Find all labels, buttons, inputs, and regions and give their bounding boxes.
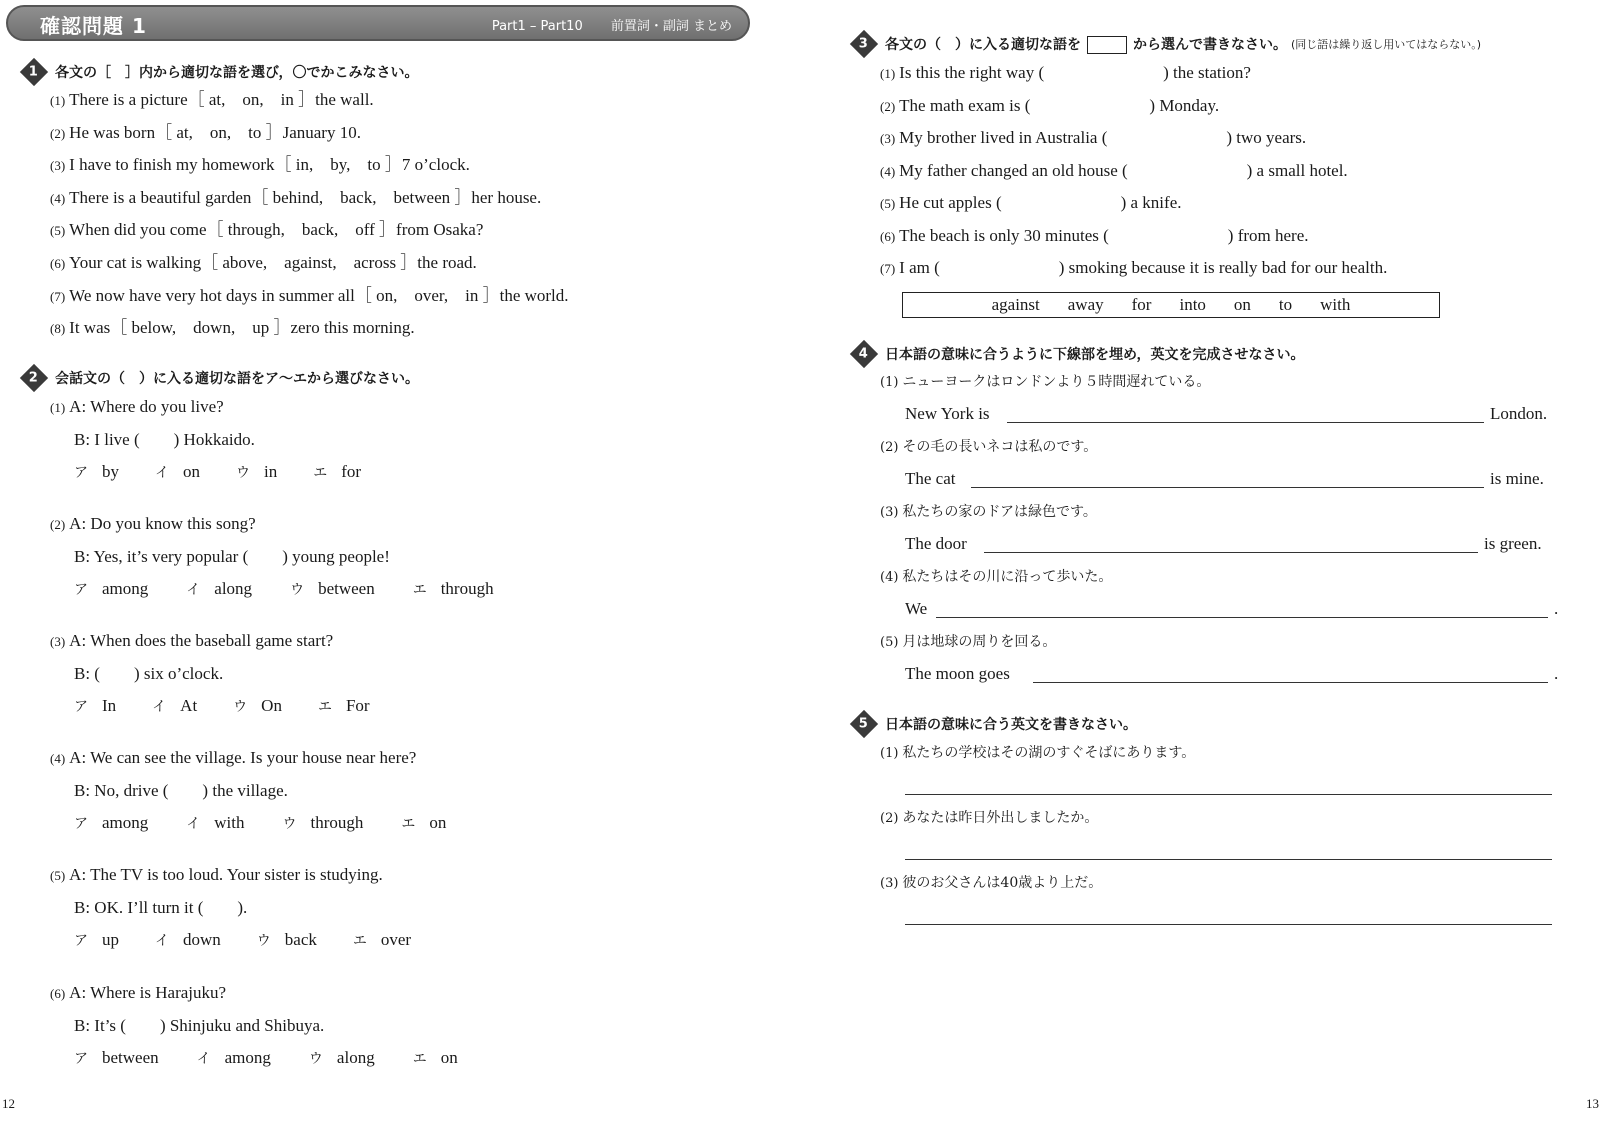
item-number: (6) bbox=[50, 256, 66, 271]
item-number: (4) bbox=[50, 190, 66, 206]
japanese-prompt bbox=[880, 742, 1195, 765]
item-number: (4) bbox=[50, 751, 66, 766]
header-title: 確認問題 1 bbox=[40, 14, 147, 38]
choice-kana: ウ bbox=[290, 582, 305, 598]
choice-word: over bbox=[380, 930, 412, 949]
item-number: (2) bbox=[880, 98, 896, 114]
section-3-heading bbox=[854, 34, 1481, 54]
choice-kana: エ bbox=[412, 582, 427, 598]
choice-kana: エ bbox=[317, 699, 332, 715]
choice-option[interactable] bbox=[401, 812, 446, 835]
left-page bbox=[0, 0, 790, 1130]
question-text: I am ( ) smoking because it is really bad for our health. bbox=[899, 258, 1388, 277]
section-number-badge: 3 bbox=[850, 30, 878, 58]
choice-option[interactable] bbox=[318, 695, 370, 718]
question-row bbox=[880, 225, 1309, 248]
dialogue-line-b bbox=[74, 1015, 324, 1037]
japanese-text: その毛の長いネコは私のです。 bbox=[902, 439, 1098, 455]
japanese-text: 月は地球の周りを回る。 bbox=[902, 634, 1057, 650]
question-text: The math exam is ( ) Monday. bbox=[899, 95, 1220, 115]
answer-suffix: is green. bbox=[1484, 534, 1542, 553]
japanese-text: ニューヨークはロンドンより５時間遅れている。 bbox=[902, 374, 1211, 390]
dialogue-text: B: Yes, it’s very popular ( ) young people! bbox=[74, 546, 390, 566]
choice-option[interactable] bbox=[155, 461, 200, 484]
choice-option[interactable] bbox=[309, 1047, 375, 1070]
answer-blank-line[interactable] bbox=[984, 552, 1478, 553]
choice-option[interactable] bbox=[74, 695, 116, 718]
question-text: He cut apples ( ) a knife. bbox=[899, 193, 1182, 212]
section-number-badge: 2 bbox=[20, 364, 48, 392]
dialogue-line-b bbox=[74, 663, 223, 685]
question-text: He was born［ at, on, to ］January 10. bbox=[69, 122, 361, 142]
answer-blank-line[interactable] bbox=[905, 924, 1552, 925]
item-number: (2) bbox=[880, 440, 899, 455]
word-choice: with bbox=[1320, 295, 1351, 314]
choice-word: on bbox=[183, 462, 200, 481]
choice-kana: ア bbox=[74, 816, 88, 832]
section-title: 各文の［ ］内から適切な語を選び，〇でかこみなさい。 bbox=[55, 65, 419, 81]
choice-option[interactable] bbox=[155, 929, 221, 952]
section-4-heading bbox=[854, 344, 1304, 364]
answer-suffix: . bbox=[1554, 664, 1559, 683]
choice-word: among bbox=[102, 579, 149, 598]
choice-kana: エ bbox=[313, 465, 328, 481]
japanese-text: 彼のお父さんは40歳より上だ。 bbox=[902, 875, 1103, 891]
answer-blank-line[interactable] bbox=[905, 859, 1552, 860]
dialogue-text: A: Where is Harajuku? bbox=[69, 983, 227, 1002]
dialogue-text: B: No, drive ( ) the village. bbox=[74, 780, 288, 800]
choice-kana: ア bbox=[74, 1051, 88, 1067]
japanese-text: 私たちの家のドアは緑色です。 bbox=[902, 504, 1097, 520]
dialogue-text: B: OK. I’ll turn it ( ). bbox=[74, 897, 248, 917]
item-number: (5) bbox=[880, 635, 899, 650]
word-choice: to bbox=[1278, 295, 1293, 314]
dialogue-line-a bbox=[50, 864, 383, 887]
choice-row bbox=[74, 695, 406, 718]
choice-word: among bbox=[102, 813, 149, 832]
section-note: (同じ語は繰り返し用いてはならない。) bbox=[1291, 38, 1482, 51]
japanese-text: あなたは昨日外出しましたか。 bbox=[902, 810, 1099, 826]
section-number-badge: 1 bbox=[20, 58, 48, 86]
choice-kana: ア bbox=[74, 465, 88, 481]
item-number: (3) bbox=[50, 158, 66, 174]
choice-row bbox=[74, 1047, 496, 1070]
choice-option[interactable] bbox=[74, 578, 148, 601]
choice-word: in bbox=[264, 462, 278, 481]
choice-option[interactable] bbox=[353, 929, 411, 952]
japanese-prompt bbox=[880, 566, 1112, 589]
choice-word: along bbox=[214, 579, 253, 598]
answer-suffix: is mine. bbox=[1490, 469, 1544, 488]
item-number: (3) bbox=[880, 131, 896, 146]
item-number: (8) bbox=[50, 321, 66, 337]
choice-word: with bbox=[214, 813, 245, 832]
item-number: (6) bbox=[50, 986, 66, 1001]
choice-option[interactable] bbox=[313, 461, 361, 484]
dialogue-line-a bbox=[50, 982, 226, 1005]
item-number: (7) bbox=[50, 288, 66, 304]
choice-word: down bbox=[183, 930, 221, 949]
choice-word: on bbox=[440, 1048, 458, 1067]
question-row bbox=[880, 160, 1348, 183]
item-number: (1) bbox=[880, 375, 899, 390]
choice-word: through bbox=[440, 579, 494, 598]
page-header bbox=[6, 5, 750, 41]
answer-blank-line[interactable] bbox=[1033, 682, 1548, 683]
choice-word: for bbox=[341, 462, 362, 481]
japanese-prompt bbox=[880, 371, 1210, 394]
answer-blank-line[interactable] bbox=[936, 617, 1548, 618]
dialogue-text: A: Where do you live? bbox=[69, 397, 224, 416]
word-choice: into bbox=[1179, 295, 1206, 314]
dialogue-text: B: It’s ( ) Shinjuku and Shibuya. bbox=[74, 1015, 325, 1035]
answer-prefix: We bbox=[905, 599, 928, 618]
dialogue-line-a bbox=[50, 630, 333, 653]
question-text: My father changed an old house ( ) a small hotel. bbox=[899, 160, 1348, 180]
dialogue-text: A: We can see the village. Is your house near here? bbox=[69, 748, 417, 767]
choice-word: along bbox=[336, 1048, 375, 1067]
item-number: (3) bbox=[880, 505, 899, 520]
question-row bbox=[50, 187, 541, 210]
dialogue-line-a bbox=[50, 513, 256, 536]
choice-option[interactable] bbox=[413, 578, 494, 601]
item-number: (5) bbox=[50, 868, 66, 883]
choice-row bbox=[74, 461, 397, 484]
question-text: My brother lived in Australia ( ) two years. bbox=[899, 128, 1307, 147]
section-title: 会話文の（ ）に入る適切な語をア～エから選びなさい。 bbox=[55, 371, 419, 387]
dialogue-line-a bbox=[50, 396, 224, 419]
item-number: (2) bbox=[50, 125, 66, 141]
japanese-prompt bbox=[880, 872, 1102, 895]
choice-kana: エ bbox=[401, 816, 416, 832]
japanese-prompt bbox=[880, 631, 1056, 654]
japanese-text: 私たちの学校はその湖のすぐそばにあります。 bbox=[902, 745, 1196, 761]
answer-prefix: The door bbox=[905, 534, 967, 553]
choice-option[interactable] bbox=[283, 812, 364, 835]
item-number: (3) bbox=[50, 634, 66, 649]
item-number: (4) bbox=[880, 163, 896, 179]
item-number: (4) bbox=[880, 570, 899, 585]
answer-blank-line[interactable] bbox=[971, 487, 1484, 488]
question-text: We now have very hot days in summer all［ on, over, in ］the world. bbox=[69, 285, 569, 305]
section-title: 日本語の意味に合う英文を書きなさい。 bbox=[885, 717, 1137, 733]
choice-word: In bbox=[102, 696, 117, 715]
answer-prefix: The moon goes bbox=[905, 664, 1010, 683]
choice-kana: エ bbox=[412, 1051, 427, 1067]
section-1-heading bbox=[24, 62, 418, 82]
choice-kana: エ bbox=[352, 933, 367, 949]
choice-option[interactable] bbox=[236, 461, 277, 484]
choice-kana: ア bbox=[74, 582, 88, 598]
item-number: (1) bbox=[880, 746, 899, 761]
question-row bbox=[880, 62, 1251, 85]
choice-row bbox=[74, 929, 447, 952]
answer-blank-line[interactable] bbox=[1007, 422, 1484, 423]
question-text: There is a picture［ at, on, in ］the wall. bbox=[69, 90, 374, 109]
item-number: (1) bbox=[880, 66, 896, 81]
question-text: It was［ below, down, up ］zero this morning. bbox=[69, 318, 415, 338]
japanese-prompt bbox=[880, 501, 1097, 524]
item-number: (5) bbox=[880, 196, 896, 211]
choice-option[interactable] bbox=[257, 929, 317, 952]
choice-word: by bbox=[102, 462, 119, 481]
choice-kana: ウ bbox=[308, 1051, 323, 1067]
word-choice-box bbox=[902, 292, 1440, 318]
question-text: When did you come［ through, back, off ］from Osaka? bbox=[69, 220, 484, 240]
dialogue-line-b bbox=[74, 429, 255, 451]
choice-kana: イ bbox=[196, 1051, 211, 1067]
question-row bbox=[50, 122, 361, 145]
question-text: The beach is only 30 minutes ( ) from here. bbox=[899, 225, 1309, 245]
question-text: There is a beautiful garden［ behind, back, between ］her house. bbox=[69, 187, 542, 207]
question-row bbox=[880, 257, 1387, 280]
header-subtitle bbox=[468, 15, 732, 34]
question-text: Is this the right way ( ) the station? bbox=[899, 63, 1251, 82]
page-number-right: 13 bbox=[1586, 1096, 1599, 1111]
japanese-prompt bbox=[880, 436, 1097, 459]
right-page bbox=[860, 0, 1600, 1130]
choice-option[interactable] bbox=[74, 929, 119, 952]
choice-kana: イ bbox=[186, 582, 201, 598]
dialogue-text: A: Do you know this song? bbox=[69, 514, 256, 533]
section-number-badge: 4 bbox=[850, 340, 878, 368]
dialogue-line-b bbox=[74, 897, 247, 919]
choice-option[interactable] bbox=[413, 1047, 458, 1070]
answer-suffix: . bbox=[1554, 599, 1559, 618]
dialogue-line-b bbox=[74, 546, 390, 568]
choice-word: between bbox=[318, 579, 375, 598]
choice-option[interactable] bbox=[290, 578, 375, 601]
choice-row bbox=[74, 812, 484, 835]
choice-option[interactable] bbox=[74, 461, 119, 484]
answer-prefix: New York is bbox=[905, 404, 990, 423]
section-2-heading bbox=[24, 368, 419, 388]
question-row bbox=[50, 317, 415, 340]
choice-word: among bbox=[224, 1048, 271, 1067]
word-choice: on bbox=[1233, 295, 1251, 314]
section-title: 各文の（ ）に入る適切な語を から選んで書きなさい。 bbox=[885, 37, 1287, 53]
choice-kana: イ bbox=[155, 465, 169, 481]
question-row bbox=[50, 89, 374, 112]
choice-kana: ウ bbox=[282, 816, 297, 832]
choice-kana: ウ bbox=[233, 699, 248, 715]
choice-option[interactable] bbox=[74, 812, 148, 835]
choice-option[interactable] bbox=[74, 1047, 159, 1070]
question-row bbox=[50, 154, 470, 177]
item-number: (1) bbox=[50, 93, 66, 108]
word-box-symbol bbox=[1087, 36, 1127, 54]
question-text: Your cat is walking［ above, against, across ］the road. bbox=[69, 253, 477, 272]
choice-kana: ア bbox=[74, 699, 88, 715]
answer-suffix: London. bbox=[1490, 404, 1548, 423]
choice-word: At bbox=[180, 696, 198, 715]
section-5-heading bbox=[854, 714, 1137, 734]
item-number: (5) bbox=[50, 223, 66, 239]
answer-blank-line[interactable] bbox=[905, 794, 1552, 795]
question-text: I have to finish my homework［ in, by, to ］7 o’clock. bbox=[69, 155, 470, 175]
question-row bbox=[50, 219, 483, 242]
item-number: (7) bbox=[880, 261, 896, 276]
dialogue-text: B: ( ) six o’clock. bbox=[74, 663, 224, 683]
item-number: (2) bbox=[50, 517, 66, 532]
choice-option[interactable] bbox=[197, 1047, 271, 1070]
choice-kana: イ bbox=[155, 933, 169, 949]
question-row bbox=[50, 285, 569, 308]
choice-option[interactable] bbox=[186, 578, 252, 601]
header-topic: 前置詞・副詞 まとめ bbox=[610, 19, 732, 34]
section-title: 日本語の意味に合うように下線部を埋め，英文を完成させなさい。 bbox=[885, 347, 1305, 363]
word-choice: for bbox=[1131, 295, 1152, 314]
question-row bbox=[50, 252, 477, 275]
japanese-text: 私たちはその川に沿って歩いた。 bbox=[902, 569, 1113, 585]
dialogue-text: B: I live ( ) Hokkaido. bbox=[74, 429, 255, 449]
item-number: (1) bbox=[50, 400, 66, 415]
item-number: (2) bbox=[880, 811, 899, 826]
question-row bbox=[880, 127, 1306, 150]
word-choice: away bbox=[1067, 295, 1104, 314]
dialogue-line-a bbox=[50, 747, 416, 770]
choice-word: back bbox=[284, 930, 317, 949]
page-number-left: 12 bbox=[2, 1096, 15, 1111]
dialogue-text: A: The TV is too loud. Your sister is studying. bbox=[69, 865, 383, 884]
section-number-badge: 5 bbox=[850, 710, 878, 738]
choice-kana: イ bbox=[152, 699, 167, 715]
choice-word: on bbox=[429, 813, 447, 832]
choice-kana: ウ bbox=[236, 465, 250, 481]
dialogue-line-b bbox=[74, 780, 288, 802]
choice-kana: ア bbox=[74, 933, 88, 949]
choice-option[interactable] bbox=[233, 695, 282, 718]
dialogue-text: A: When does the baseball game start? bbox=[69, 631, 334, 650]
word-choice: against bbox=[991, 295, 1040, 314]
question-row bbox=[880, 95, 1219, 118]
question-row bbox=[880, 192, 1182, 215]
choice-option[interactable] bbox=[152, 695, 197, 718]
choice-option[interactable] bbox=[186, 812, 244, 835]
choice-word: up bbox=[102, 930, 119, 949]
choice-kana: ウ bbox=[256, 933, 271, 949]
item-number: (3) bbox=[880, 876, 899, 891]
choice-kana: イ bbox=[186, 816, 201, 832]
choice-word: On bbox=[261, 696, 282, 715]
header-range: Part1 – Part10 bbox=[491, 19, 583, 34]
japanese-prompt bbox=[880, 807, 1098, 830]
choice-word: For bbox=[345, 696, 370, 715]
answer-prefix: The cat bbox=[905, 469, 956, 488]
choice-row bbox=[74, 578, 532, 601]
choice-word: through bbox=[310, 813, 364, 832]
choice-word: between bbox=[102, 1048, 159, 1067]
item-number: (6) bbox=[880, 228, 896, 244]
